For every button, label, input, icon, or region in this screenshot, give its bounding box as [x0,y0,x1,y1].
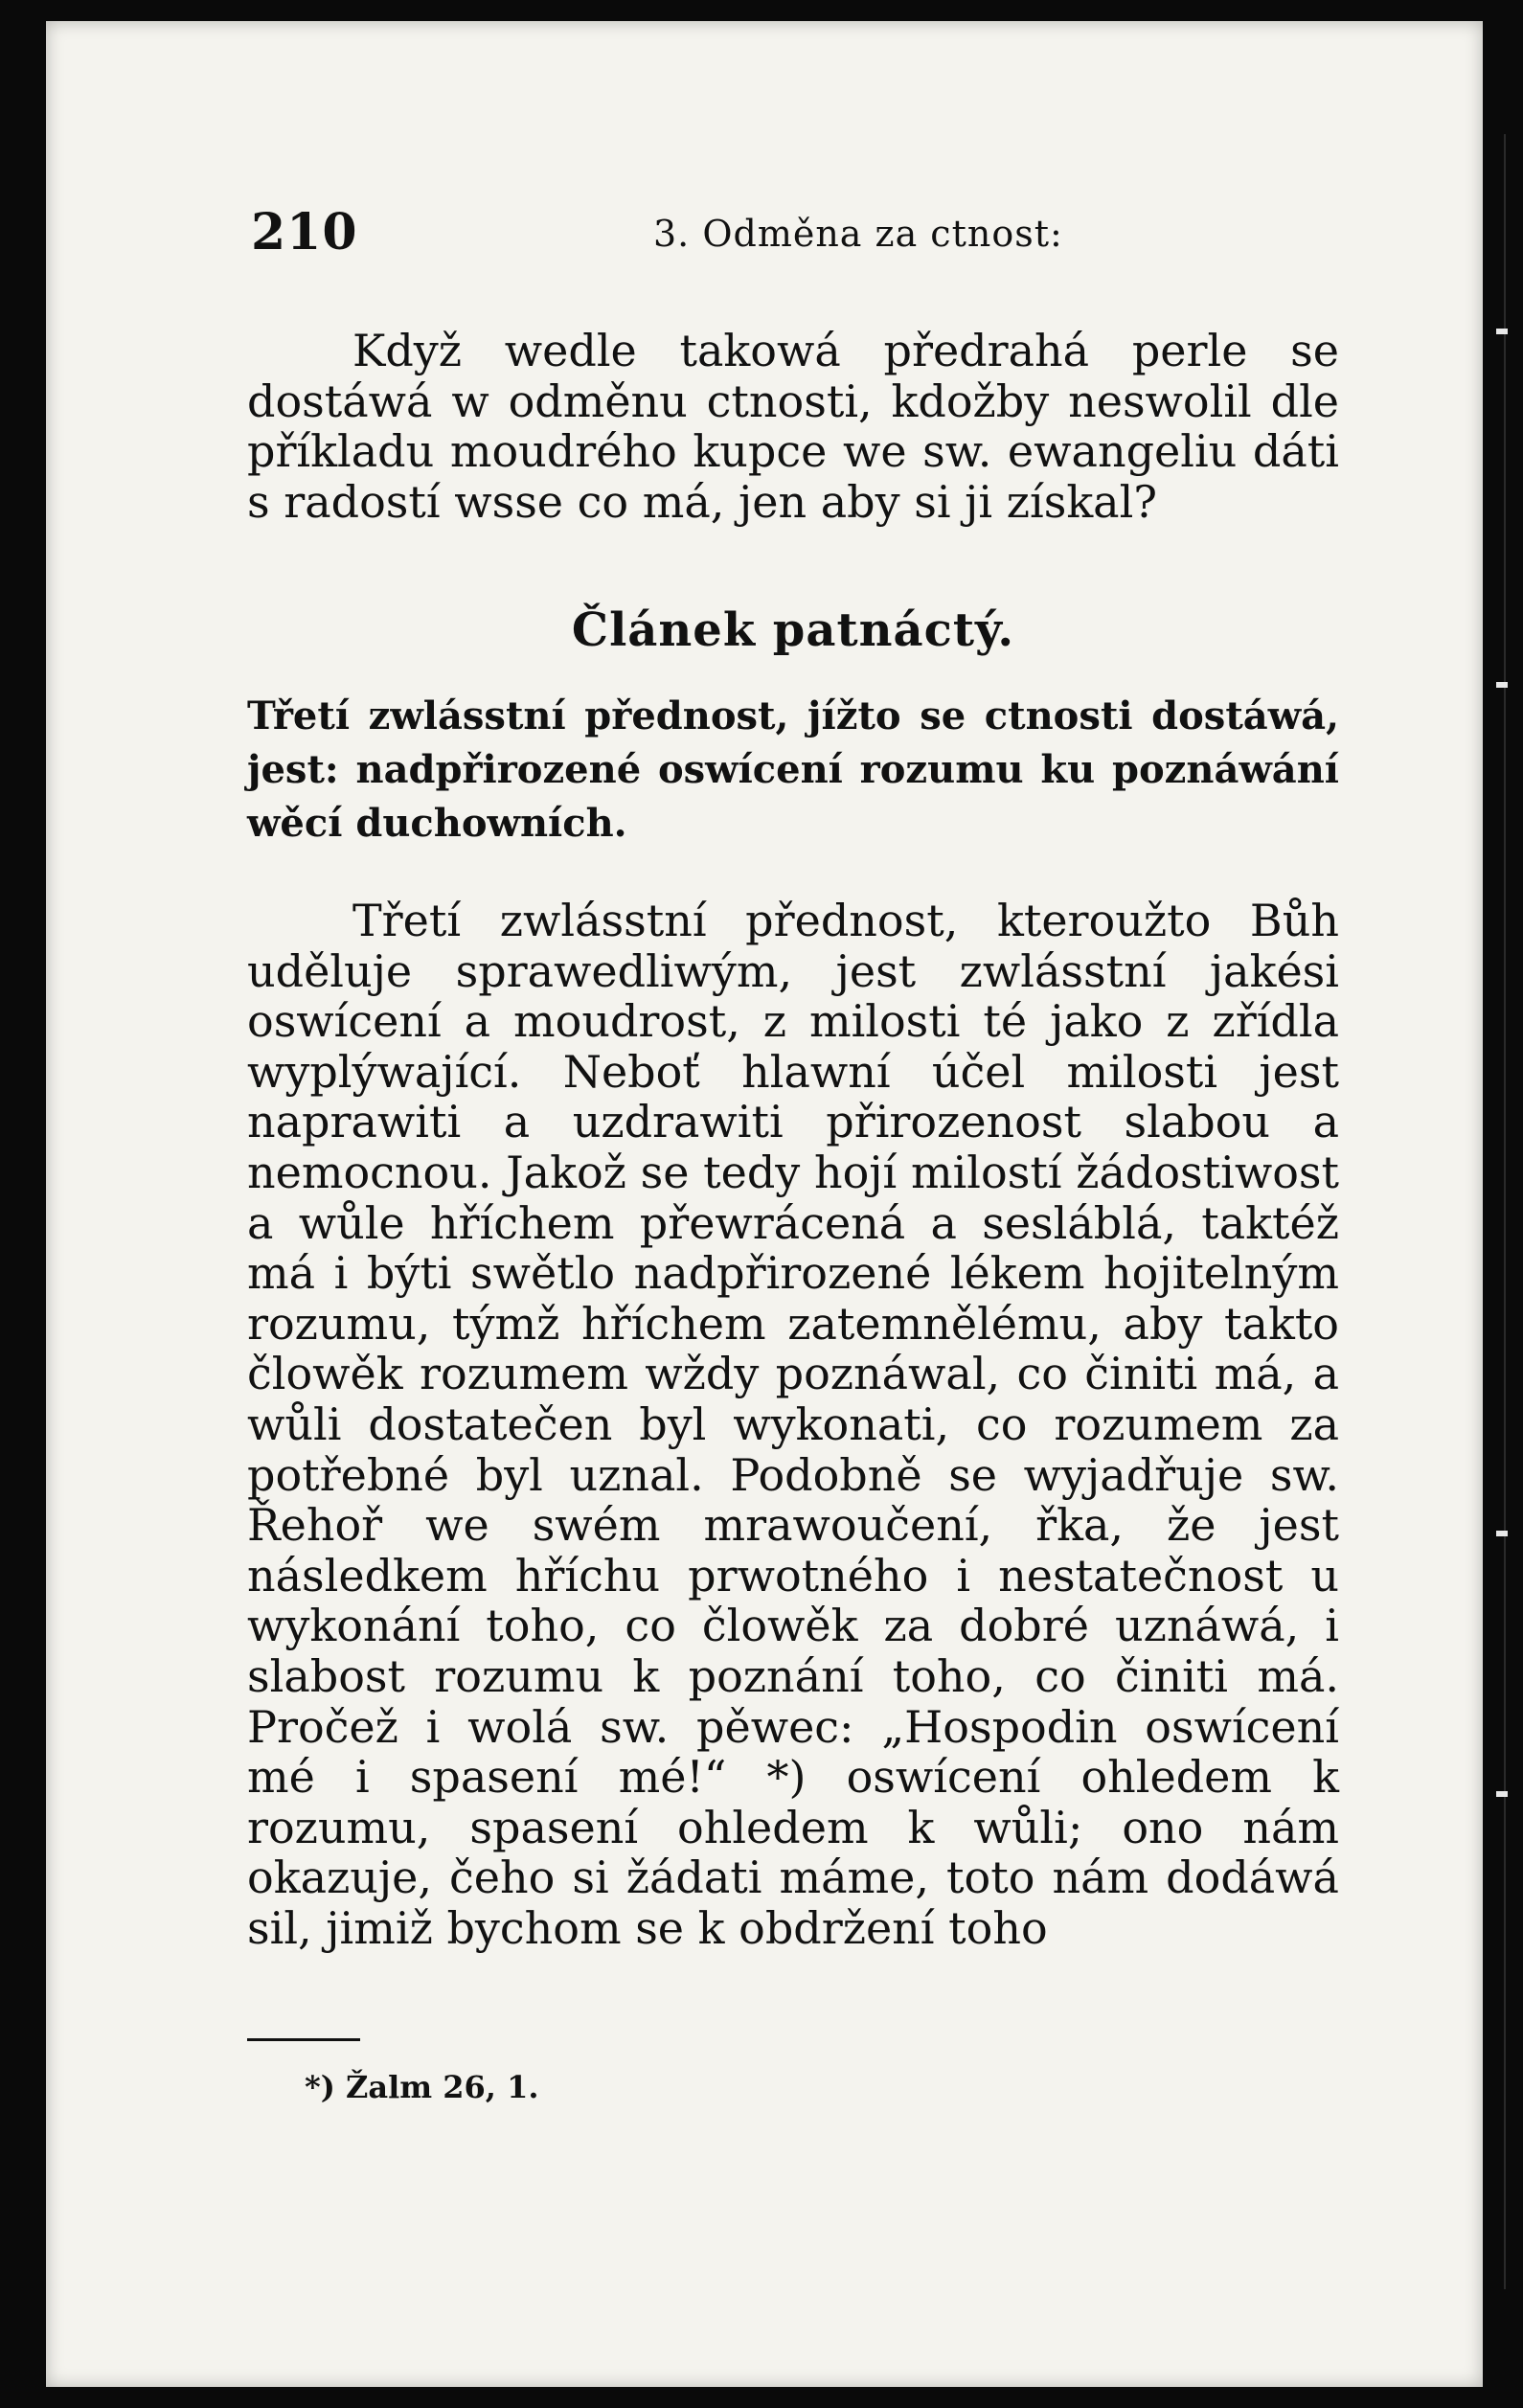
intro-paragraph: Když wedle takowá předrahá perle se dostáwá w odměnu ctnosti, kdožby neswolil dle příkladu moudrého kupce we sw. ewangeliu dáti s radostí wsse co má, jen aby si ji získal? [247,325,1339,528]
edge-mark [1496,329,1508,334]
article-body: Třetí zwlásstní přednost, kteroužto Bůh uděluje sprawedliwým, jest zwlásstní jakési oswícení a moudrost, z milosti té jako z zřídla wyplýwající. Neboť hlawní účel milosti jest naprawiti a uzdrawiti přirozenost slabou a nemocnou. Jakož se tedy hojí milostí žádostiwost a wůle hříchem přewrácená a sesláblá, taktéž má i býti swětlo nadpřirozené lékem hojitelným rozumu, týmž hříchem zatemnělému, aby takto člowěk rozumem wždy poznáwal, co činiti má, a wůli dostatečen byl wykonati, co rozumem za potřebné byl uznal. Podobně se wyjadřuje sw. Řehoř we swém mrawoučení, řka, že jest následkem hříchu prwotného i nestatečnost u wykonání toho, co člowěk za dobré uznáwá, i slabost rozumu k poznání toho, co činiti má. Pročež i wolá sw. pěwec: „Hospodin oswícení mé i spasení mé!“ *) oswícení ohledem k rozumu, spasení ohledem k wůli; ono nám okazuje, čeho si žádati máme, toto nám dodáwá sil, jimiž bychom se k obdržení toho [247,895,1339,1954]
intro-section [247,326,1339,527]
article-summary: Třetí zwlásstní přednost, jížto se ctnosti dostáwá, jest: nadpřirozené oswícení rozumu ku poznáwání wěcí duchowních. [247,693,1339,846]
footnote-rule [247,2038,360,2041]
edge-mark [1496,682,1508,688]
edge-line [1504,134,1506,2289]
binding-edge [1483,0,1523,2408]
page-header [251,203,1343,261]
edge-mark [1496,1791,1508,1797]
edge-mark [1496,1531,1508,1536]
article-heading: Článek patnáctý. [571,603,1015,657]
page-number: 210 [251,203,358,261]
article-body-section [247,896,1339,1953]
footnote: *) Žalm 26, 1. [305,2069,539,2105]
running-title: 3. Odměna za ctnost: [653,213,1063,255]
